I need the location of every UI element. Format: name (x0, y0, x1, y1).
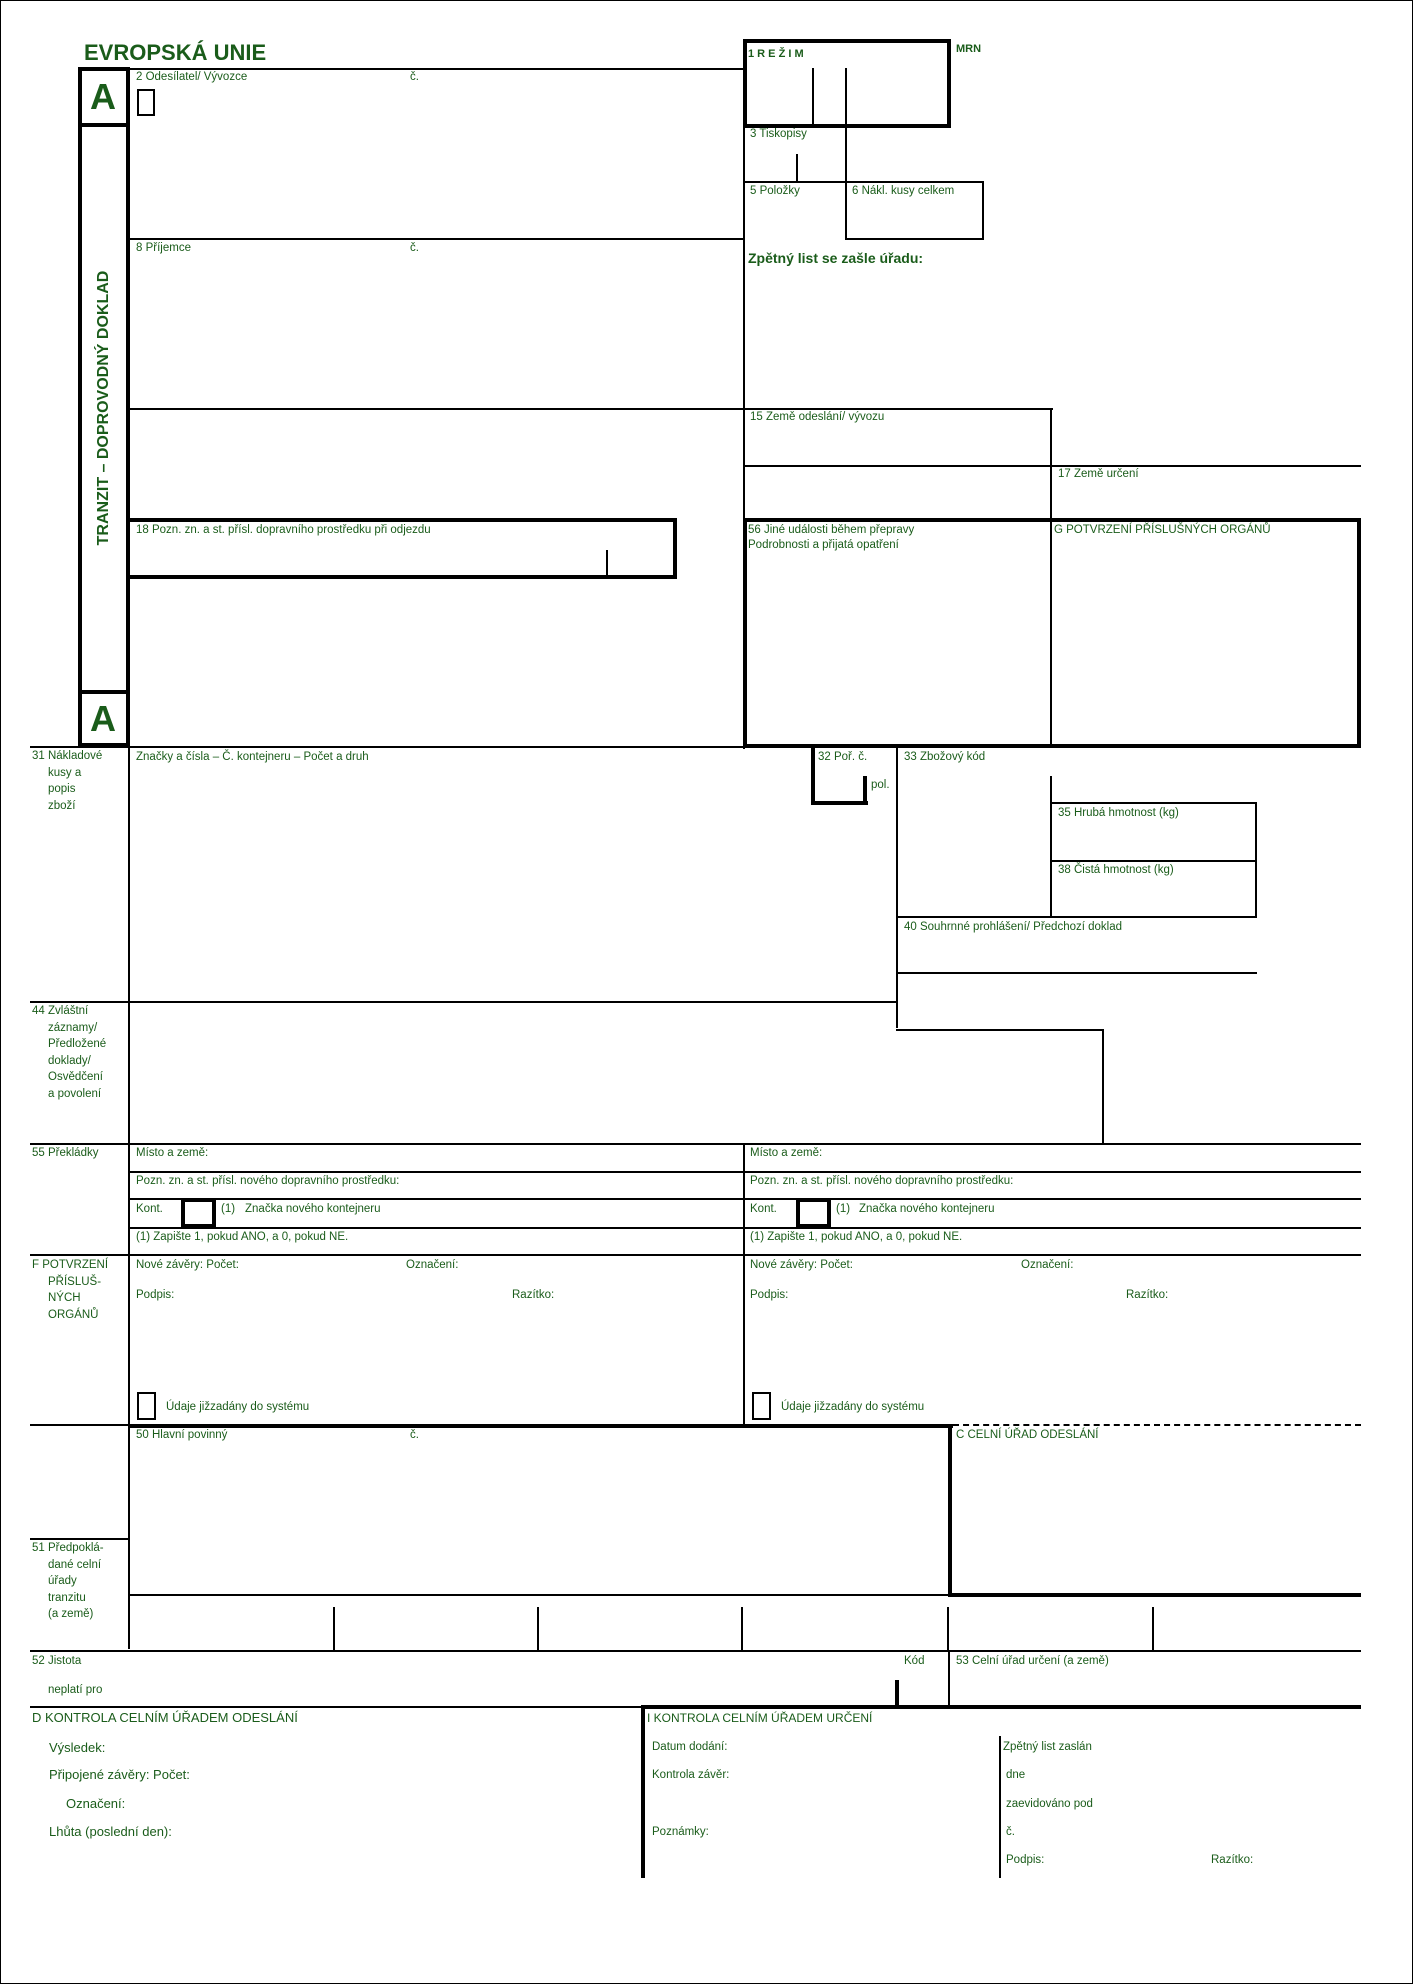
podpis-left: Podpis: (136, 1289, 175, 1301)
zpetny-list-label: Zpětný list se zašle úřadu: (748, 250, 924, 266)
souhrnne-label: 40 Souhrnné prohlášení/ Předchozí doklad (904, 921, 1123, 933)
dne-label: dne (1006, 1769, 1026, 1781)
zaevidovano-label: zaevidováno pod (1006, 1798, 1093, 1810)
zpetny-zaslan-label: Zpětný list zaslán (1003, 1741, 1092, 1753)
prijemce-label: 8 Příjemce (136, 242, 191, 254)
por-c-label: 32 Poř. č. (818, 751, 868, 763)
zbozovy-kod-label: 33 Zbožový kód (904, 751, 986, 763)
oznaceni-right: Označení: (1021, 1259, 1074, 1271)
razitko-i-label: Razítko: (1211, 1854, 1254, 1866)
zvlastni-label: 44 Zvláštní záznamy/ Předložené doklady/ Osvědčení a povolení (32, 1005, 107, 1100)
celni-urceni-label: 53 Celní úřad určení (a země) (956, 1655, 1109, 1667)
kont-right: Kont. (750, 1203, 777, 1215)
predpokladane-label: 51 Předpoklá- dané celní úřady tranzitu (a země) (32, 1542, 104, 1620)
vertical-title: TRANZIT – DOPROVODNÝ DOKLAD (95, 270, 112, 546)
letter-a-top: A (90, 76, 116, 117)
neplati-label: neplatí pro (48, 1684, 103, 1696)
nakl-kusy-label: 6 Nákl. kusy celkem (852, 185, 955, 197)
oznaceni-d-label: Označení: (66, 1796, 126, 1811)
letter-a-bottom: A (90, 698, 116, 739)
preklady-label: 55 Překládky (32, 1147, 99, 1159)
znacka-left: Značka nového kontejneru (245, 1203, 381, 1215)
rezim-label: 1 R E Ž I M (748, 48, 804, 60)
pozn-zn-label: 18 Pozn. zn. a st. přísl. dopravního prostředku při odjezdu (136, 524, 431, 536)
kont-checkbox-left[interactable] (181, 1198, 216, 1228)
cista-hmotnost-label: 38 Čistá hmotnost (kg) (1058, 864, 1174, 876)
g-divider (1050, 578, 1052, 746)
kontrola-i-title: I KONTROLA CELNÍM ÚŘADEM URČENÍ (647, 1711, 873, 1725)
pozn-right: Pozn. zn. a st. přísl. nového dopravního prostředku: (750, 1175, 1014, 1187)
prijemce-cislo: č. (410, 242, 419, 254)
cislo-i-label: č. (1006, 1826, 1015, 1838)
polozky-label: 5 Položky (750, 185, 800, 197)
potvrzeni-f-label: F POTVRZENÍ PŘÍSLUŠ- NÝCH ORGÁNŮ (32, 1259, 109, 1321)
hruba-hmotnost-label: 35 Hrubá hmotnost (kg) (1058, 807, 1179, 819)
nove-zavery-left: Nové závěry: Počet: (136, 1259, 239, 1271)
misto-left: Místo a země: (136, 1147, 209, 1159)
vysledek-label: Výsledek: (49, 1740, 106, 1755)
oznaceni-left: Označení: (406, 1259, 459, 1271)
potvrzeni-g-label: G POTVRZENÍ PŘÍSLUŠNÝCH ORGÁNŮ (1054, 524, 1271, 536)
zeme-urceni-label: 17 Země určení (1058, 468, 1139, 480)
kontrola-d-title: D KONTROLA CELNÍM ÚŘADEM ODESLÁNÍ (32, 1710, 298, 1725)
zapiste-left: (1) Zapište 1, pokud ANO, a 0, pokud NE. (136, 1231, 349, 1243)
celni-urad-odeslani-label: C CELNÍ ÚŘAD ODESLÁNÍ (956, 1429, 1099, 1441)
one-right: (1) (836, 1203, 851, 1215)
znacka-right: Značka nového kontejneru (859, 1203, 995, 1215)
zapiste-right: (1) Zapište 1, pokud ANO, a 0, pokud NE. (750, 1231, 963, 1243)
hlavni-povinny-label: 50 Hlavní povinný (136, 1429, 228, 1441)
goods-label: 31 Nákladové kusy a popis zboží (32, 750, 103, 812)
odesilatel-label: 2 Odesílatel/ Vývozce (136, 71, 248, 83)
misto-right: Místo a země: (750, 1147, 823, 1159)
datum-dodani-label: Datum dodání: (652, 1741, 728, 1753)
kontrola-zaver-label: Kontrola závěr: (652, 1769, 730, 1781)
pol-label: pol. (871, 779, 890, 791)
odesilatel-cislo: č. (410, 71, 419, 83)
razitko-right: Razítko: (1126, 1289, 1169, 1301)
odesilatel-checkbox[interactable] (137, 89, 155, 116)
mrn-label: MRN (956, 43, 982, 55)
razitko-left: Razítko: (512, 1289, 555, 1301)
hlavni-cislo: č. (410, 1429, 419, 1441)
kont-checkbox-right[interactable] (796, 1198, 831, 1228)
jine-udalosti-label: 56 Jiné události během přepravy (748, 524, 915, 536)
union-title: EVROPSKÁ UNIE (84, 40, 267, 65)
podpis-right: Podpis: (750, 1289, 789, 1301)
jistota-label: 52 Jistota (32, 1655, 82, 1667)
udaje-right: Údaje jižzadány do systému (781, 1401, 925, 1413)
zeme-odeslani-label: 15 Země odeslání/ vývozu (750, 411, 885, 423)
lhuta-label: Lhůta (poslední den): (49, 1824, 172, 1839)
poznamky-label: Poznámky: (652, 1826, 709, 1838)
tiskopisy-label: 3 Tiskopisy (750, 128, 807, 140)
kod-label: Kód (904, 1655, 925, 1667)
udaje-checkbox-right[interactable] (752, 1392, 771, 1420)
one-left: (1) (221, 1203, 236, 1215)
znacky-label: Značky a čísla – Č. kontejneru – Počet a druh (136, 751, 369, 763)
udaje-checkbox-left[interactable] (137, 1392, 156, 1420)
podrobnosti-label: Podrobnosti a přijatá opatření (748, 539, 899, 551)
udaje-left: Údaje jižzadány do systému (166, 1401, 310, 1413)
dashed-line (953, 1424, 1361, 1426)
podpis-i-label: Podpis: (1006, 1854, 1045, 1866)
nove-zavery-right: Nové závěry: Počet: (750, 1259, 853, 1271)
pripojene-label: Připojené závěry: Počet: (49, 1767, 190, 1782)
kont-left: Kont. (136, 1203, 163, 1215)
pozn-left: Pozn. zn. a st. přísl. nového dopravního prostředku: (136, 1175, 400, 1187)
